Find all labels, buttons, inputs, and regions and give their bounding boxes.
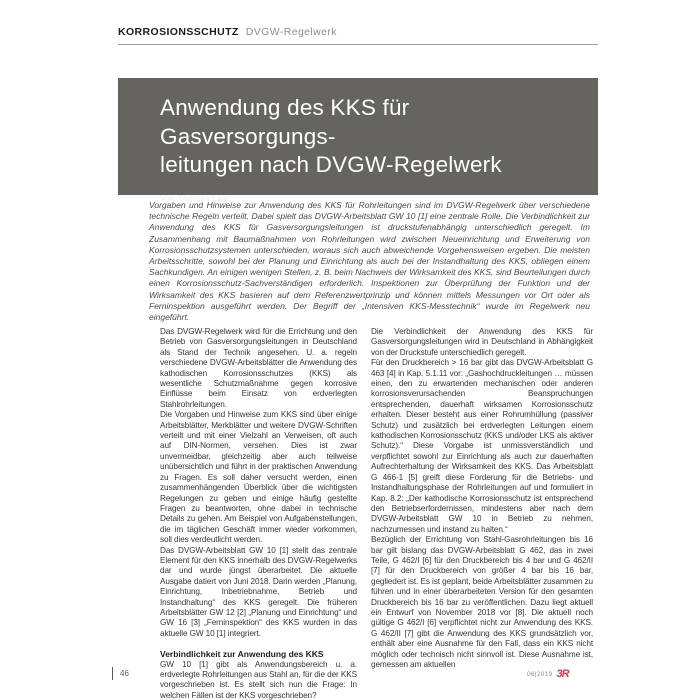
magazine-logo: 3R: [556, 668, 569, 680]
paragraph: Bezüglich der Errichtung von Stahl-Gasrohrleitungen bis 16 bar gilt bislang das DVGW-Arbeitsblatt G 462, das in zwei Teile, G 462/I [6] für den Druckbereich bis 4 bar und G 462/II [7] für den Druckbereich von größer 4 bar bis 16 bar, gegliedert ist. Es ist geplant, beide Arbeitsblätter zusammen zu führen und in einer überarbeiteten Version für den gesamten Druckbereich bis 16 bar zu veröffentlichen. Dazu liegt aktuell ein Entwurf von November 2018 vor [8]. Die aktuell noch gültige G 462/I [6] verpflichtet nicht zur Anwendung des KKS. G 462/II [7] gibt die Anwendung des KKS grundsätzlich vor, enthält aber eine Ausnahme für den Fall, dass ein KKS nicht möglich oder technisch nicht sinnvoll ist. Diese Ausnahme ist, gemessen am aktuellen: [371, 535, 593, 669]
abstract: Vorgaben und Hinweise zur Anwendung des KKS für Rohrleitungen sind im DVGW-Regelwerk über verschiedene technische Regeln verteilt. Dabei spielt das DVGW-Arbeitsblatt GW 10 [1] eine zentrale Rolle. Die Verbindlichkeit zur Anwendung des KKS für Gasversorgungsleitungen ist druckstufenabhängig unterschiedlich geregelt. Im Zusammenhang mit Baumaßnahmen von Rohrleitungen wird zwischen Neueinrichtung und Erweiterung von Korrosionsschutzsystemen unterschieden, woraus sich auch abweichende Vorgehensweisen ergeben. Die meisten Arbeitsschritte, sowohl bei der Planung und Einrichtung als auch bei der Instandhaltung des KKS, obliegen einem Sachkundigen. An einigen wenigen Stellen, z. B. beim Nachweis der Wirksamkeit des KKS, sind Beurteilungen durch einen Korrosionsschutz-Sachverständigen erforderlich. Inspektionen zur Überprüfung der Funktion und der Wirksamkeit des KKS basieren auf dem Referenzwertprinzip und können mittels Messungen vor Ort oder als Ferninspektion ausgeführt werden. Der Begriff der „Intensiven KKS-Messtechnik“ wurde im Regelwerk neu eingeführt.: [149, 200, 590, 323]
byline: Von Thomas Laier: [160, 192, 233, 203]
header-rule: [118, 44, 598, 45]
paragraph: Die Vorgaben und Hinweise zum KKS sind über einige Arbeitsblätter, Merkblätter und weitere DVGW-Schriften verteilt und mit einer Vielzahl an Verweisen, oft auch auf DIN-Normen, versehen. Dies ist zwar unvermeidbar, gleichzeitig aber auch teilweise unübersichtlich und führt in der praktischen Anwendung zu Fragen. Es soll daher versucht werden, einen zusammenhängenden Überblick über die wichtigsten Regelungen zu geben und einige häufig gestellte Fragen zu beantworten, ohne dabei in technische Details zu gehen. Am Beispiel von Aufgabenstellungen, die im täglichen Geschäft immer wieder vorkommen, soll dies verdeutlicht werden.: [160, 410, 357, 545]
paragraph: Das DVGW-Regelwerk wird für die Errichtung und den Betrieb von Gasversorgungsleitungen in Deutschland als Stand der Technik angesehen. U. a. regeln verschiedene DVGW-Arbeitsblätter die Anwendung des kathodischen Korrosionsschutzes (KKS) als wesentliche Schutzmaßnahme gegen korrosive Einflüsse beim Einsatz von erdverlegten Stahlrohrleitungen.: [160, 327, 357, 409]
paragraph: Die Verbindlichkeit der Anwendung des KKS für Gasversorgungsleitungen wird in Deutschland in Abhängigkeit von der Druckstufe unterschiedlich geregelt.: [371, 327, 593, 357]
issue-info: [527, 669, 569, 680]
page-header: [118, 26, 337, 38]
paragraph: Für den Druckbereich > 16 bar gibt das DVGW-Arbeitsblatt G 463 [4] in Kap. 5.1.11 vor: „Gashochdruckleitungen … müssen einen, den zu erwartenden mechanischen oder anderen korrosionsverursachenden Beanspruchungen entsprechenden, dauerhaft wirksamen Korrosionsschutz erhalten. Dieser besteht aus einer Rohrumhüllung (passiver Schutz) und zusätzlich bei erdverlegten Leitungen einem kathodischen Korrosionsschutz (KKS und/oder LKS als aktiver Schutz).“ Diese Vorgabe ist unmissverständlich und verpflichtet sowohl zur Einrichtung als auch zur dauerhaften Aufrechterhaltung der Wirksamkeit des KKS. Das Arbeitsblatt G 466-1 [5] greift diese Forderung für die Betriebs- und Instandhaltungsphase der Rohrleitungen auf und formuliert in Kap. 8.2: „Der kathodische Korrosionsschutz ist entsprechend den Betriebserfordernissen, mindestens aber nach dem DVGW-Arbeitsblatt GW 10 in Betrieb zu nehmen, nachzumessen und instand zu halten.“: [371, 358, 593, 534]
title-block: [118, 78, 598, 203]
kicker-section: KORROSIONSSCHUTZ: [118, 26, 239, 38]
paragraph: Das DVGW-Arbeitsblatt GW 10 [1] stellt das zentrale Element für den KKS innerhalb des DVGW-Regelwerks dar und wurde jüngst überarbeitet. Die aktuelle Ausgabe datiert von Juni 2018. Darin werden „Planung, Einrichtung, Inbetriebnahme, Betrieb und Instandhaltung“ des KKS geregelt. Die früheren Arbeitsblätter GW 12 [2] „Planung und Einrichtung“ und GW 16 [3] „Ferninspektion“ des KKS wurden in das aktuelle GW 10 [1] integriert.: [160, 545, 357, 638]
kicker-topic: DVGW-Regelwerk: [245, 26, 337, 38]
issue-date: 06|2019: [527, 671, 553, 678]
article-title-line1: Anwendung des KKS für Gasversorgungs-: [160, 95, 410, 149]
footer-divider: [112, 667, 113, 680]
page-number-value: 46: [120, 669, 129, 678]
article-title: [160, 94, 578, 180]
left-column: [160, 327, 357, 700]
right-column: [371, 327, 593, 700]
article-body: [160, 327, 593, 700]
section-heading: Verbindlichkeit zur Anwendung des KKS: [160, 649, 324, 660]
paragraph: GW 10 [1] gibt als Anwendungsbereich u. a. erdverlegte Rohrleitungen aus Stahl an, für die der KKS vorgeschrieben ist. Es stellt sich nun die Frage: In welchen Fällen ist der KKS vorgeschrieben?: [160, 659, 357, 700]
article-title-line2: leitungen nach DVGW-Regelwerk: [160, 152, 502, 177]
page-number: [112, 667, 129, 680]
